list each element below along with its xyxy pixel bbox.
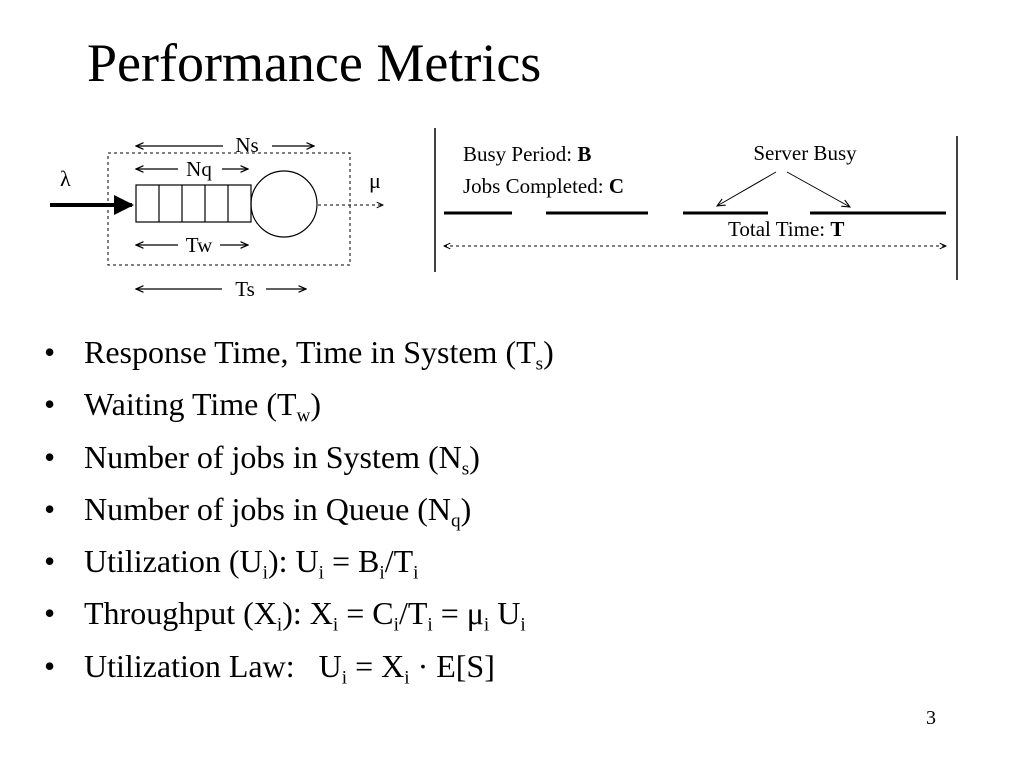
metric-text: Utilization (U	[84, 543, 263, 580]
bullet-icon: •	[44, 334, 56, 370]
page-number: 3	[926, 707, 936, 729]
slide-title: Performance Metrics	[87, 33, 542, 93]
bullet-icon: •	[44, 490, 56, 527]
tw-dimension	[136, 233, 248, 257]
bullet-icon: •	[44, 647, 56, 684]
metric-text: Waiting Time (T	[84, 386, 297, 423]
queue-buffer	[136, 185, 251, 222]
nq-dimension	[136, 157, 248, 181]
metric-text: /T	[384, 543, 414, 580]
subscript: i	[427, 615, 433, 637]
server-busy-label: Server Busy	[753, 141, 857, 165]
metric-text: · E[S]	[409, 647, 495, 684]
tw-label: Tw	[185, 233, 213, 257]
metric-text: )	[460, 490, 472, 527]
server-circle	[251, 171, 317, 237]
bullet-icon: •	[44, 386, 56, 423]
metric-response-time	[44, 328, 554, 380]
bullet-icon: •	[44, 438, 56, 475]
metric-text: ): X	[282, 595, 333, 632]
subscript: i	[413, 562, 419, 584]
metric-text: Throughput (X	[84, 595, 277, 632]
server-busy-arrow-right	[787, 172, 850, 207]
metric-text: Utilization Law: U	[84, 647, 342, 684]
subscript: i	[318, 562, 324, 584]
metric-text: = B	[323, 543, 380, 580]
metric-utilization-law	[44, 642, 554, 694]
metric-text: Number of jobs in System (N	[84, 438, 462, 475]
metric-text: )	[543, 334, 554, 370]
ts-dimension	[136, 277, 306, 301]
busy-period-text: Busy Period: B	[463, 142, 592, 166]
total-time-text: Total Time: T	[728, 217, 845, 241]
jobs-completed-text: Jobs Completed: C	[463, 174, 625, 198]
metric-text: U	[489, 595, 521, 632]
ns-label: Ns	[235, 133, 259, 157]
metric-text: )	[310, 386, 322, 423]
bullet-icon: •	[44, 595, 56, 632]
metric-text: )	[469, 438, 480, 475]
subscript: i	[341, 667, 348, 689]
subscript: i	[483, 615, 490, 637]
subscript: i	[276, 615, 283, 637]
subscript: i	[262, 562, 268, 584]
service-rate-symbol: μ	[369, 168, 381, 193]
nq-label: Nq	[186, 157, 212, 181]
server-busy-arrow-left	[717, 172, 776, 206]
system-boundary	[108, 153, 350, 265]
subscript: i	[379, 562, 385, 584]
subscript: w	[296, 406, 311, 428]
metric-throughput	[44, 589, 554, 641]
metric-text: Number of jobs in Queue (N	[84, 490, 452, 527]
arrival-rate-symbol: λ	[60, 166, 71, 191]
subscript: s	[535, 353, 544, 375]
subscript: s	[461, 458, 470, 480]
metric-text: = C	[338, 595, 394, 632]
subscript: i	[520, 615, 526, 637]
metric-waiting-time	[44, 380, 554, 432]
metric-text: /T	[398, 595, 428, 632]
metrics-list	[44, 328, 554, 694]
ts-label: Ts	[235, 277, 255, 301]
metric-text: = μ	[432, 595, 484, 632]
metric-text: ): U	[267, 543, 319, 580]
subscript: i	[393, 615, 399, 637]
metric-jobs-in-system	[44, 433, 554, 485]
metric-text: Response Time, Time in System (T	[84, 334, 536, 370]
subscript: i	[332, 615, 339, 637]
subscript: q	[451, 510, 461, 532]
metric-jobs-in-queue	[44, 485, 554, 537]
queue-metrics-diagram	[0, 0, 1024, 320]
metric-utilization	[44, 537, 554, 589]
metric-text: = X	[347, 647, 405, 684]
bullet-icon: •	[44, 543, 56, 580]
subscript: i	[404, 667, 410, 689]
